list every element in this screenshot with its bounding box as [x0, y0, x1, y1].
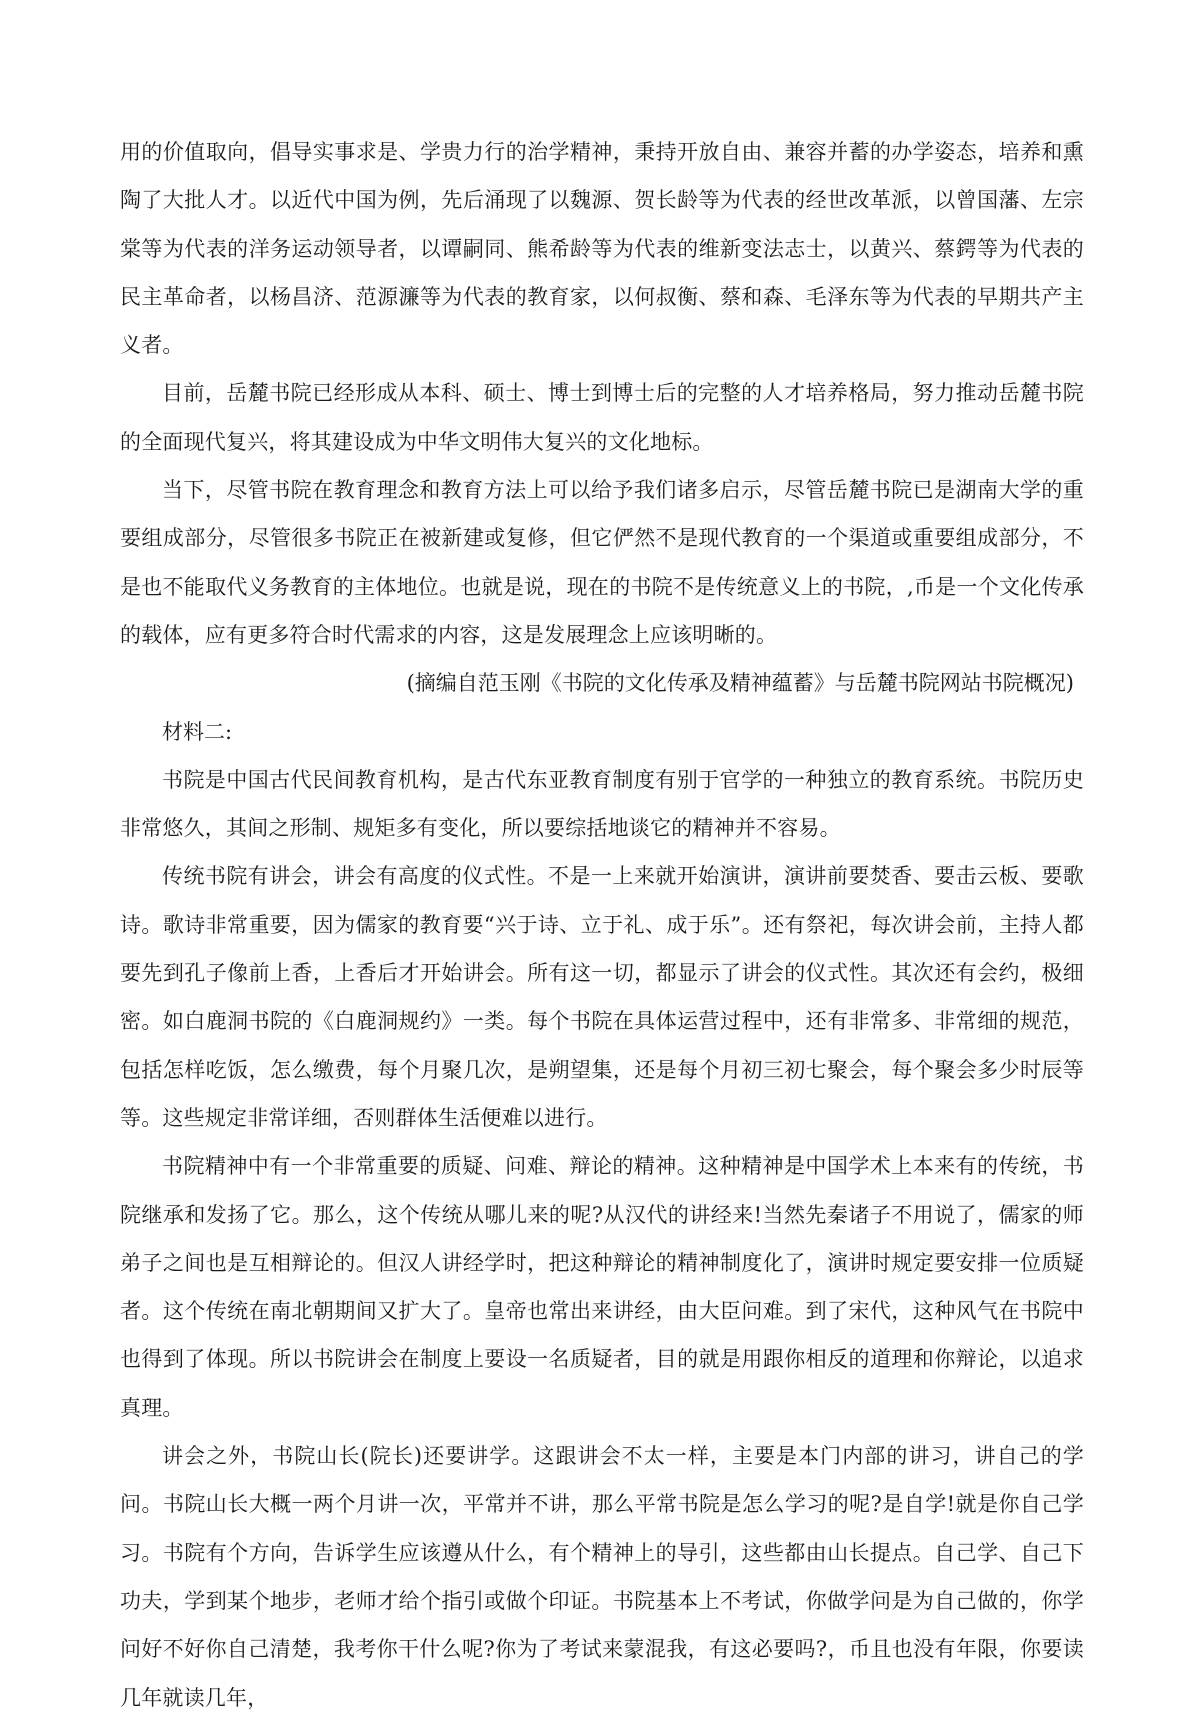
- body-paragraph: 传统书院有讲会，讲会有高度的仪式性。不是一上来就开始演讲，演讲前要焚香、要击云板、要歌诗。歌诗非常重要，因为儒家的教育要“兴于诗、立于礼、成于乐”。还有祭祀，每次讲会前，主持人都要先到孔子像前上香，上香后才开始讲会。所有这一切，都显示了讲会的仪式性。其次还有会约，极细密。如白鹿洞书院的《白鹿洞规约》一类。每个书院在具体运营过程中，还有非常多、非常细的规范，包括怎样吃饭，怎么缴费，每个月聚几次，是朔望集，还是每个月初三初七聚会，每个聚会多少时辰等等。这些规定非常详细，否则群体生活便难以进行。: [120, 864, 1084, 1130]
- body-paragraph: 讲会之外，书院山长(院长)还要讲学。这跟讲会不太一样，主要是本门内部的讲习，讲自己的学问。书院山长大概一两个月讲一次，平常并不讲，那么平常书院是怎么学习的呢?是自学!就是你自己学习。书院有个方向，告诉学生应该遵从什么，有个精神上的导引，这些都由山长提点。自己学、自己下功夫，学到某个地步，老师才给个指引或做个印证。书院基本上不考试，你做学问是为自己做的，你学问好不好你自己清楚，我考你干什么呢?你为了考试来蒙混我，有这必要吗?，币且也没有年限，你要读几年就读几年，: [120, 1444, 1084, 1710]
- body-paragraph: 书院是中国古代民间教育机构，是古代东亚教育制度有别于官学的一种独立的教育系统。书院历史非常悠久，其间之形制、规矩多有变化，所以要综括地谈它的精神并不容易。: [120, 767, 1084, 841]
- body-paragraph: 当下，尽管书院在教育理念和教育方法上可以给予我们诸多启示，尽管岳麓书院已是湖南大学的重要组成部分，尽管很多书院正在被新建或复修，但它俨然不是现代教育的一个渠道或重要组成部分，不是也不能取代义务教育的主体地位。也就是说，现在的书院不是传统意义上的书院，,币是一个文化传承的载体，应有更多符合时代需求的内容，这是发展理念上应该明晰的。: [120, 478, 1084, 647]
- body-paragraph: 书院精神中有一个非常重要的质疑、问难、辩论的精神。这种精神是中国学术上本来有的传统，书院继承和发扬了它。那么，这个传统从哪儿来的呢?从汉代的讲经来!当然先秦诸子不用说了，儒家的师弟子之间也是互相辩论的。但汉人讲经学时，把这种辩论的精神制度化了，演讲时规定要安排一位质疑者。这个传统在南北朝期间又扩大了。皇帝也常出来讲经，由大臣问难。到了宋代，这种风气在书院中也得到了体现。所以书院讲会在制度上要设一名质疑者，目的就是用跟你相反的道理和你辩论，以追求真理。: [120, 1154, 1084, 1420]
- document-page: [120, 128, 1084, 1722]
- body-paragraph: 目前，岳麓书院已经形成从本科、硕士、博士到博士后的完整的人才培养格局，努力推动岳麓书院的全面现代复兴，将其建设成为中华文明伟大复兴的文化地标。: [120, 381, 1084, 454]
- body-paragraph: 用的价值取向，倡导实事求是、学贵力行的治学精神，秉持开放自由、兼容并蓄的办学姿态，培养和熏陶了大批人才。以近代中国为例，先后涌现了以魏源、贺长龄等为代表的经世改革派，以曾国藩、左宗棠等为代表的洋务运动领导者，以谭嗣同、熊希龄等为代表的维新变法志士，以黄兴、蔡鍔等为代表的民主革命者，以杨昌济、范源濂等为代表的教育家，以何叔衡、蔡和森、毛泽东等为代表的早期共产主义者。: [120, 140, 1084, 358]
- section-heading: 材料二:: [162, 719, 233, 744]
- source-citation: (摘编自范玉刚《书院的文化传承及精神蕴蓄》与岳麓书院网站书院概况): [406, 671, 1074, 696]
